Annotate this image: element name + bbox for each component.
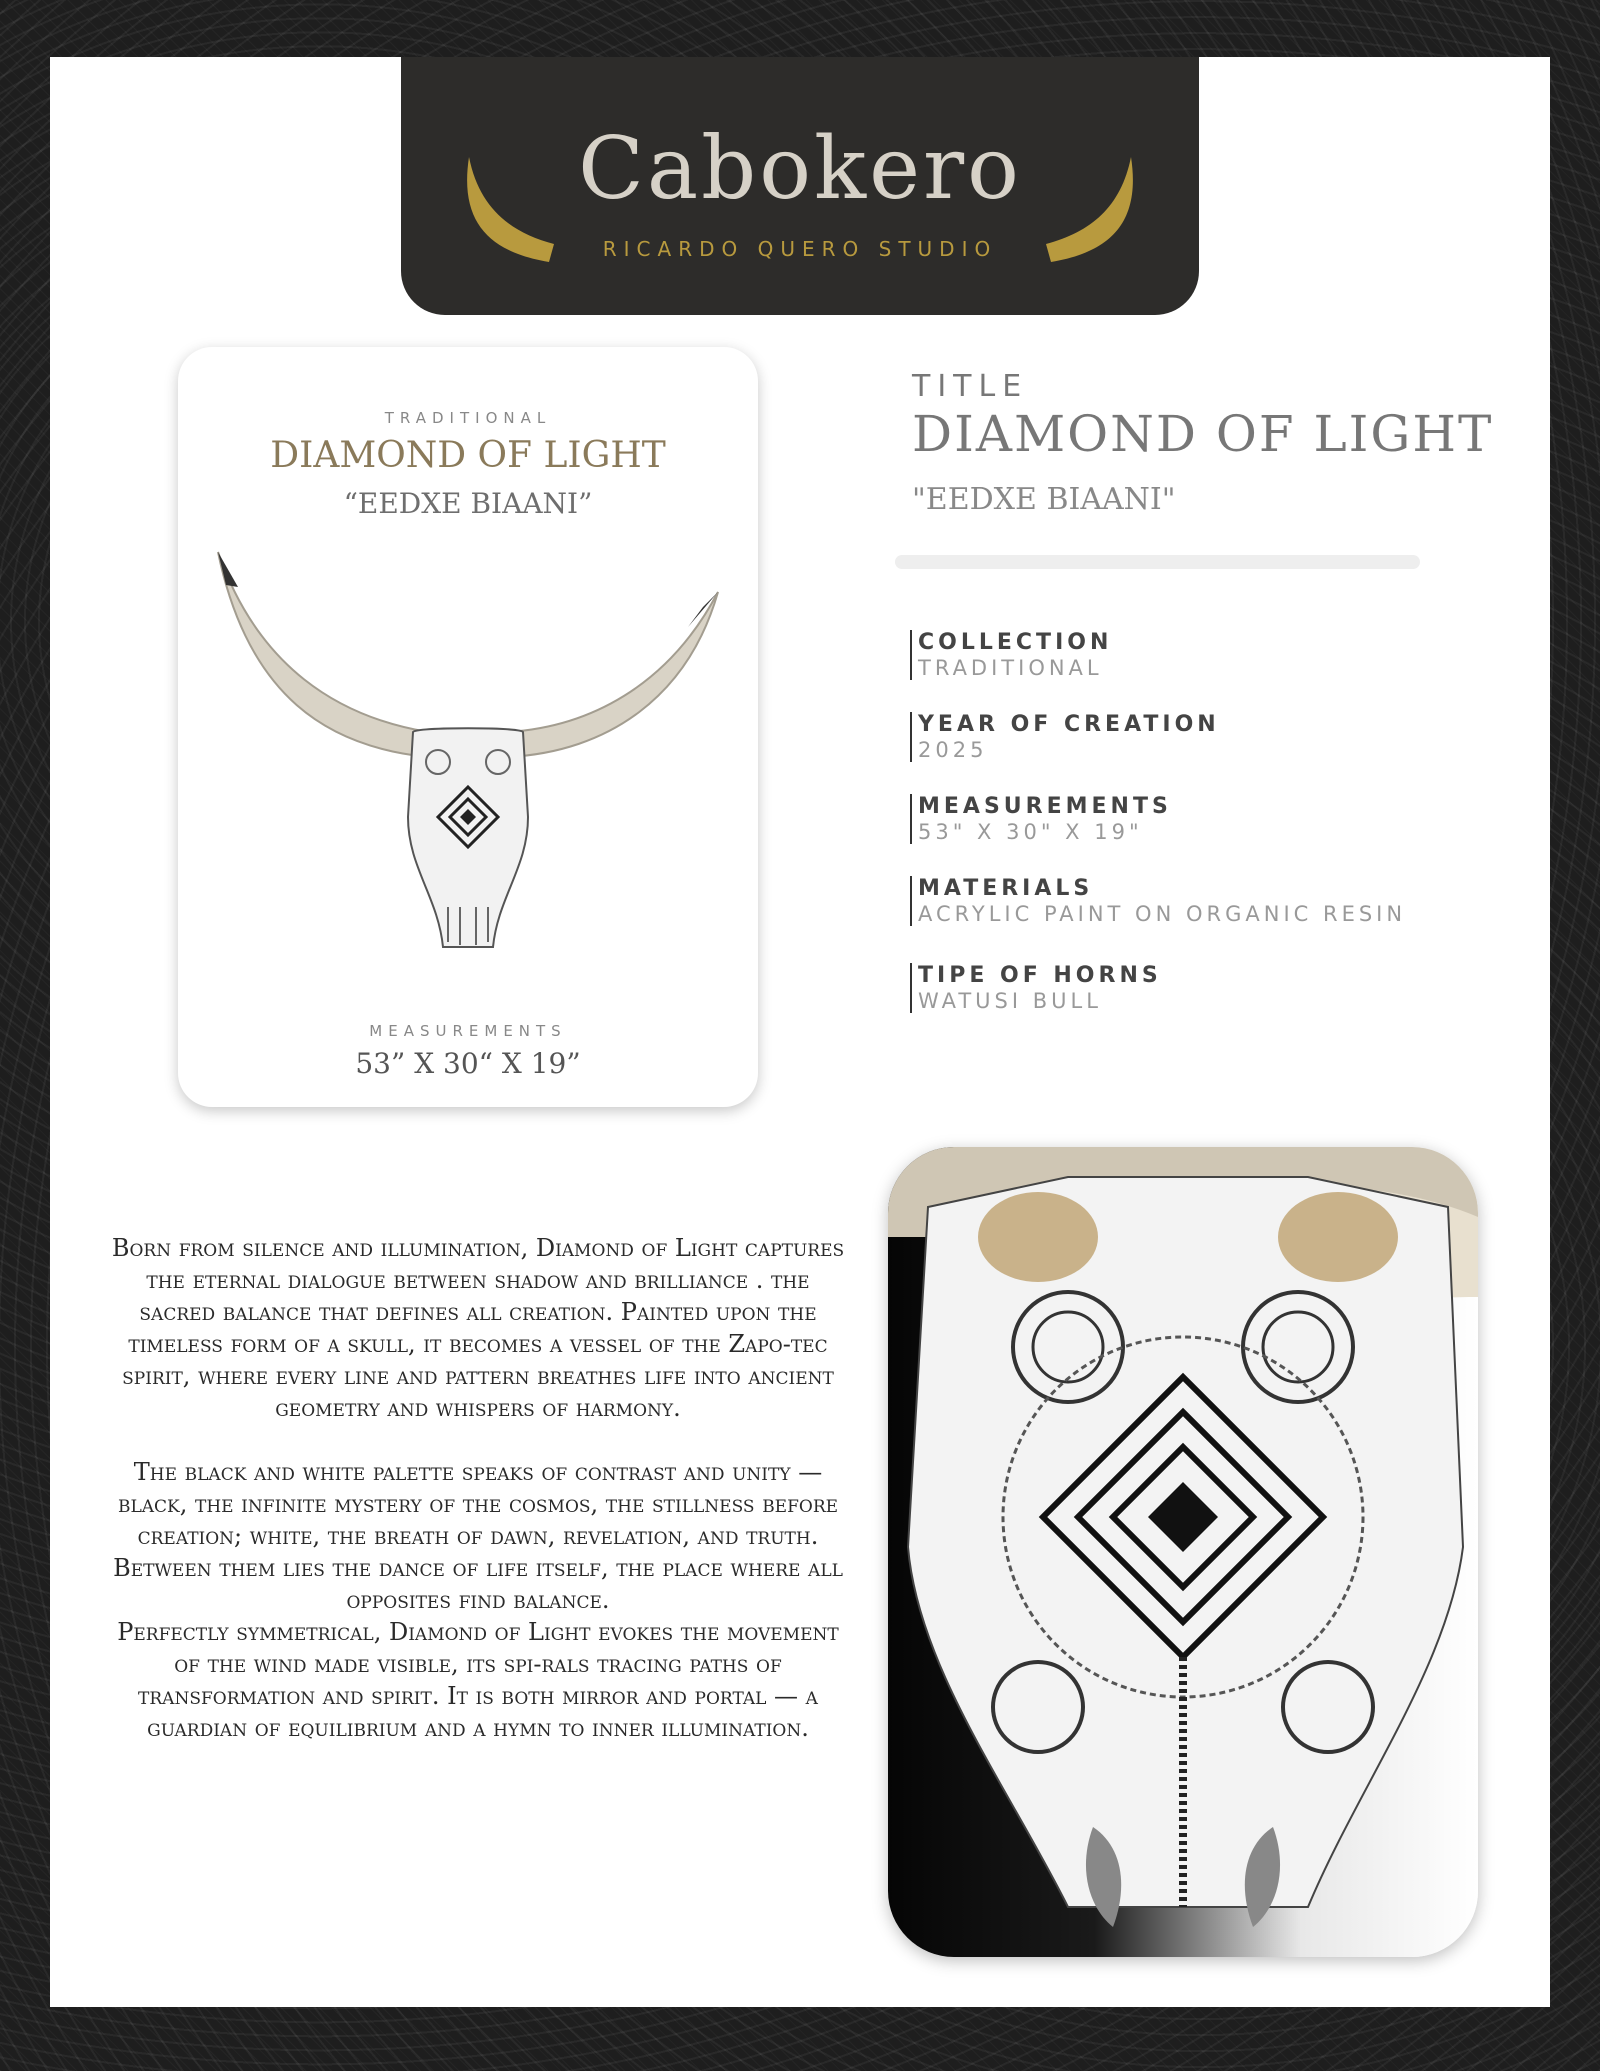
fact-materials: [910, 876, 1406, 926]
description-paragraph: Perfectly symmetrical, Diamond of Light evokes the movement of the wind made visible, its spi-rals tracing paths of transformation and spirit. It is both mirror and portal — a guardian of equilibrium and a hymn to inner illumination.: [117, 1618, 839, 1742]
card-measurements-label: MEASUREMENTS: [369, 1022, 567, 1040]
description-paragraph: Born from silence and illumination, Diamond of Light captures the eternal dialogue between shadow and brilliance . the sacred balance that defines all creation. Painted upon the timeless form of a skull, it becomes a vessel of the Zapo-tec spirit, where every line and pattern breathes life into ancient geometry and whispers of harmony.: [111, 1234, 845, 1422]
skull-horns-image: [198, 547, 738, 987]
skull-closeup-photo: [888, 1147, 1478, 1957]
description: [108, 1232, 848, 1776]
divider: [895, 555, 1420, 569]
info-title: DIAMOND OF LIGHT: [912, 405, 1494, 463]
card-title: DIAMOND OF LIGHT: [270, 435, 666, 476]
fact-value: 2025: [918, 738, 988, 762]
fact-value: ACRYLIC PAINT ON ORGANIC RESIN: [918, 902, 1407, 926]
fact-horns: [910, 963, 1162, 1013]
info-subtitle: "EEDXE BIAANI": [912, 482, 1176, 517]
brand-logo-text: Cabokero: [578, 119, 1022, 219]
fact-measurements: [910, 794, 1172, 844]
card-collection: TRADITIONAL: [384, 409, 552, 427]
fact-value: TRADITIONAL: [918, 656, 1103, 680]
card-measurements: 53” X 30“ X 19”: [355, 1047, 581, 1080]
fact-year: [910, 712, 1220, 762]
artwork-card: [178, 347, 758, 1107]
card-subtitle: “EEDXE BIAANI”: [343, 487, 593, 520]
fact-label: TIPE OF HORNS: [918, 963, 1162, 988]
fact-value: WATUSI BULL: [918, 989, 1102, 1013]
page: [50, 57, 1550, 2007]
info-title-label: TITLE: [912, 369, 1029, 404]
fact-label: YEAR OF CREATION: [918, 712, 1220, 737]
description-paragraph: The black and white palette speaks of contrast and unity — black, the infinite mystery of the cosmos, the stillness before creation; white, the breath of dawn, revelation, and truth. Between them lies the dance of life itself, the place where all opposites find balance.: [113, 1458, 843, 1614]
fact-label: MEASUREMENTS: [918, 794, 1172, 819]
brand-header: [401, 57, 1199, 315]
fact-value: 53" X 30" X 19": [918, 820, 1143, 844]
brand-subtitle: RICARDO QUERO STUDIO: [602, 237, 998, 261]
fact-label: MATERIALS: [918, 876, 1094, 901]
fact-label: COLLECTION: [918, 630, 1113, 655]
fact-collection: [910, 630, 1112, 680]
